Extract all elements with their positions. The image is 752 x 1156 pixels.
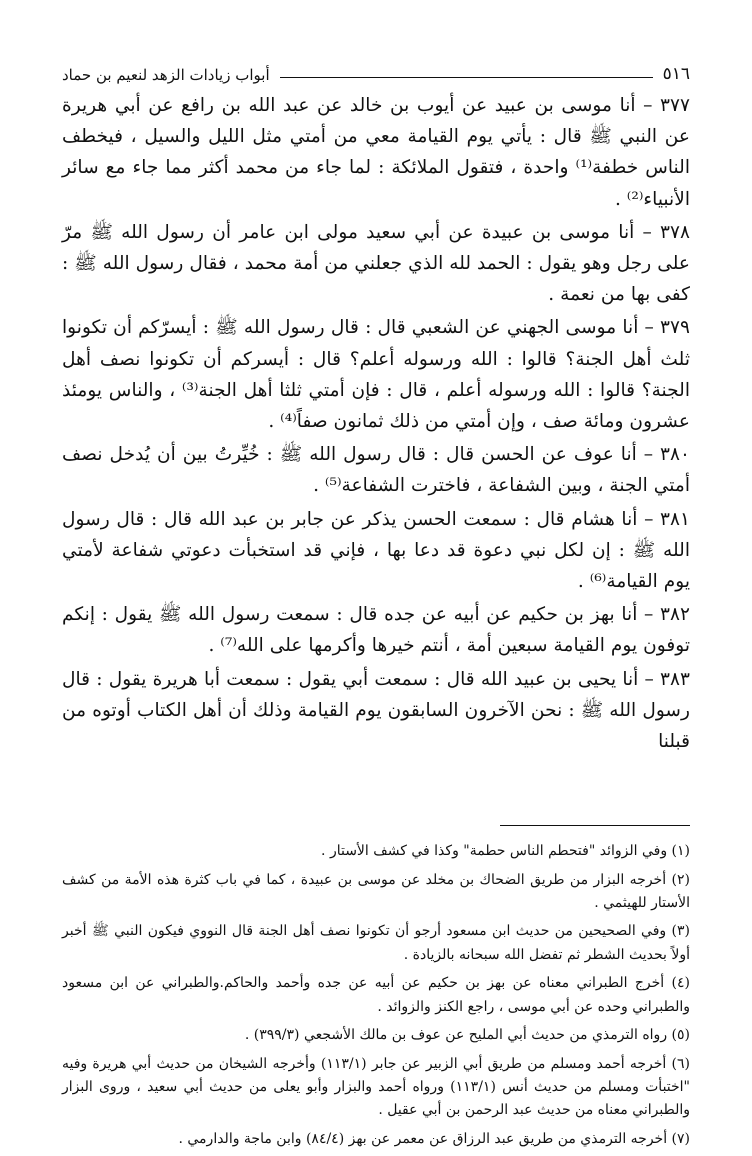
footnote-3: (٣) وفي الصحيحين من حديث ابن مسعود أرجو أن تكونوا نصف أهل الجنة قال النووي فيكون النبي ﷺ أخبر أولاً بحديث الشطر ثم تفضل الله سبحانه بالزيادة . bbox=[62, 923, 690, 963]
hadith-entry-377: ٣٧٧ – أنا موسى بن عبيد عن أيوب بن خالد عن عبد الله بن رافع عن أبي هريرة عن النبي ﷺ قال : يأتي يوم القيامة معي من أمتي مثل الليل والسيل ، فيخطف الناس خطفة⁽¹⁾ واحدة ، فتقول الملائكة : لما جاء من محمد أكثر مما جاء مع سائر الأنبياء⁽²⁾ . bbox=[62, 95, 691, 210]
footnote-7: (٧) أخرجه الترمذي من طريق عبد الرزاق عن معمر عن بهز (٨٤/٤) وابن ماجة والدارمي . bbox=[178, 1130, 690, 1147]
footnote-1: (١) وفي الزوائد "فتحطم الناس حطمة" وكذا في كشف الأستار . bbox=[321, 843, 690, 860]
hadith-entry-379: ٣٧٩ – أنا موسى الجهني عن الشعبي قال : قال رسول الله ﷺ : أيسرّكم أن تكونوا ثلث أهل الجنة؟ قالوا : الله ورسوله أعلم؟ قال : أيسركم أن تكونوا نصف أهل الجنة؟ قالوا : الله ورسوله أعلم ، قال : فإن أمتي ثلثا أهل الجنة⁽³⁾ ، والناس يومئذ عشرون ومائة صف ، وإن أمتي من ذلك ثمانون صفاً⁽⁴⁾ . bbox=[62, 317, 690, 433]
footnote-separator bbox=[500, 825, 690, 826]
footnote-4: (٤) أخرج الطبراني معناه عن بهز بن حكيم عن أبيه عن جده وأحمد والحاكم.والطبراني عن ابن مسعود والطبراني وحده عن أبي موسى ، راجع الكنز والزوائد . bbox=[62, 975, 690, 1015]
hadith-entry-383: ٣٨٣ – أنا يحيى بن عبيد الله قال : سمعت أبي يقول : سمعت أبا هريرة يقول : قال رسول الله ﷺ : نحن الآخرون السابقون يوم القيامة وذلك أن أهل الكتاب أوتوه من قبلنا bbox=[62, 668, 690, 753]
hadith-entry-382: ٣٨٢ – أنا بهز بن حكيم عن أبيه عن جده قال : سمعت رسول الله ﷺ يقول : إنكم توفون يوم القيامة سبعين أمة ، أنتم خيرها وأكرمها على الله⁽⁷⁾ . bbox=[62, 604, 690, 657]
page-number: ٥١٦ bbox=[662, 64, 690, 84]
hadith-entry-380: ٣٨٠ – أنا عوف عن الحسن قال : قال رسول الله ﷺ : خُيِّرتُ بين أن يُدخل نصف أمتي الجنة ، وبين الشفاعة ، فاخترت الشفاعة⁽⁵⁾ . bbox=[62, 444, 690, 497]
hadith-entry-378: ٣٧٨ – أنا موسى بن عبيدة عن أبي سعيد مولى ابن عامر أن رسول الله ﷺ مرّ على رجل وهو يقول : الحمد لله الذي جعلني من أمة محمد ، فقال رسول الله ﷺ : كفى بها من نعمة . bbox=[62, 221, 690, 306]
hadith-entry-381: ٣٨١ – أنا هشام قال : سمعت الحسن يذكر عن جابر بن عبد الله قال : قال رسول الله ﷺ : إن لكل نبي دعوة قد دعا بها ، فإني قد استخبأت دعوتي شفاعة لأمتي يوم القيامة⁽⁶⁾ . bbox=[62, 508, 690, 593]
footnote-6: (٦) أخرجه أحمد ومسلم من طريق أبي الزبير عن جابر (١١٣/١) وأخرجه الشيخان من حديث أبي هريرة وفيه "اختبأت ومسلم من حديث أنس (١١٣/١) ورواه أحمد والبزار وأبو يعلى من حديث أبي سعيد ، وروى البزار والطبراني معناه من حديث عبد الرحمن بن أبي عقيل . bbox=[62, 1055, 691, 1119]
footnotes bbox=[62, 840, 690, 1151]
page bbox=[62, 58, 690, 1156]
header-rule bbox=[280, 77, 653, 78]
footnote-5: (٥) رواه الترمذي من حديث أبي المليح عن عوف بن مالك الأشجعي (٣٩٩/٣) . bbox=[244, 1027, 690, 1044]
main-text bbox=[62, 90, 690, 757]
running-header bbox=[62, 58, 690, 84]
book-title: أبواب زيادات الزهد لنعيم بن حماد bbox=[62, 66, 270, 84]
footnote-2: (٢) أخرجه البزار من طريق الضحاك بن مخلد عن موسى بن عبيدة ، كما في باب كثرة هذه الأمة من كشف الأستار للهيثمي . bbox=[62, 871, 690, 912]
